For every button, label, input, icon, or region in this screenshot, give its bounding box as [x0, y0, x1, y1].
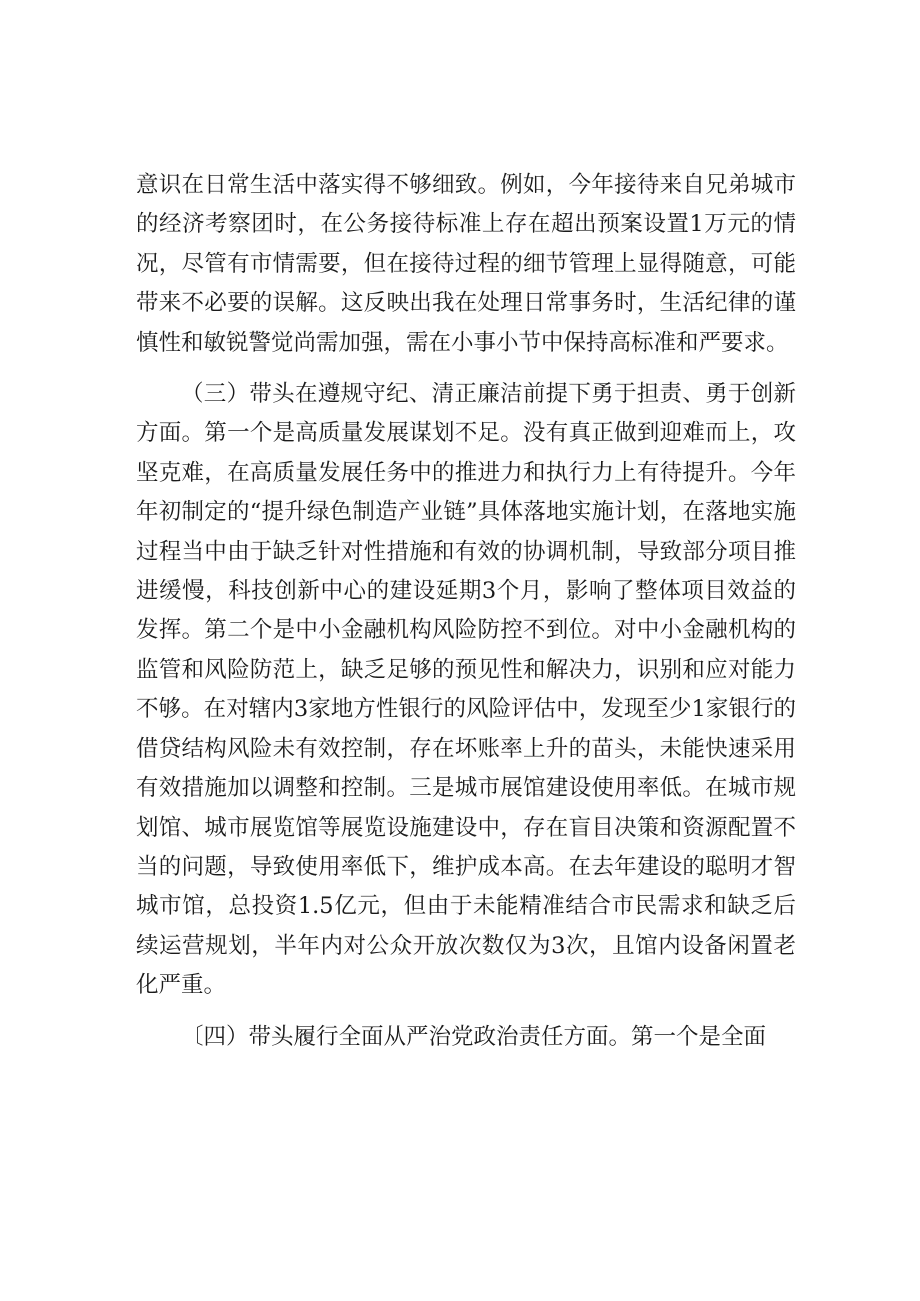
paragraph-1: 意识在日常生活中落实得不够细致。例如，今年接待来自兄弟城市的经济考察团时，在公务接待标准上存在超出预案设置1万元的情况，尽管有市情需要，但在接待过程的细节管理上显得随意，可能带来不必要的误解。这反映出我在处理日常事务时，生活纪律的谨慎性和敏锐警觉尚需加强，需在小事小节中保持高标准和严要求。 [136, 172, 796, 356]
paragraph-3-section-four: 〔四）带头履行全面从严治党政治责任方面。第一个是全面 [181, 1023, 767, 1050]
document-body [136, 166, 796, 1069]
paragraph-2-section-three: （三）带头在遵规守纪、清正廉洁前提下勇于担责、勇于创新方面。第一个是高质量发展谋划不足。没有真正做到迎难而上，攻坚克难，在高质量发展任务中的推进力和执行力上有待提升。今年年初制定的“提升绿色制造产业链”具体落地实施计划，在落地实施过程当中由于缺乏针对性措施和有效的协调机制，导致部分项目推进缓慢，科技创新中心的建设延期3个月，影响了整体项目效益的发挥。第二个是中小金融机构风险防控不到位。对中小金融机构的监管和风险防范上，缺乏足够的预见性和解决力，识别和应对能力不够。在对辖内3家地方性银行的风险评估中，发现至少1家银行的借贷结构风险未有效控制，存在坏账率上升的苗头，未能快速采用有效措施加以调整和控制。三是城市展馆建设使用率低。在城市规划馆、城市展览馆等展览设施建设中，存在盲目决策和资源配置不当的问题，导致使用率低下，维护成本高。在去年建设的聪明才智城市馆，总投资1.5亿元，但由于未能精准结合市民需求和缺乏后续运营规划，半年内对公众开放次数仅为3次，且馆内设备闲置老化严重。 [136, 381, 796, 999]
